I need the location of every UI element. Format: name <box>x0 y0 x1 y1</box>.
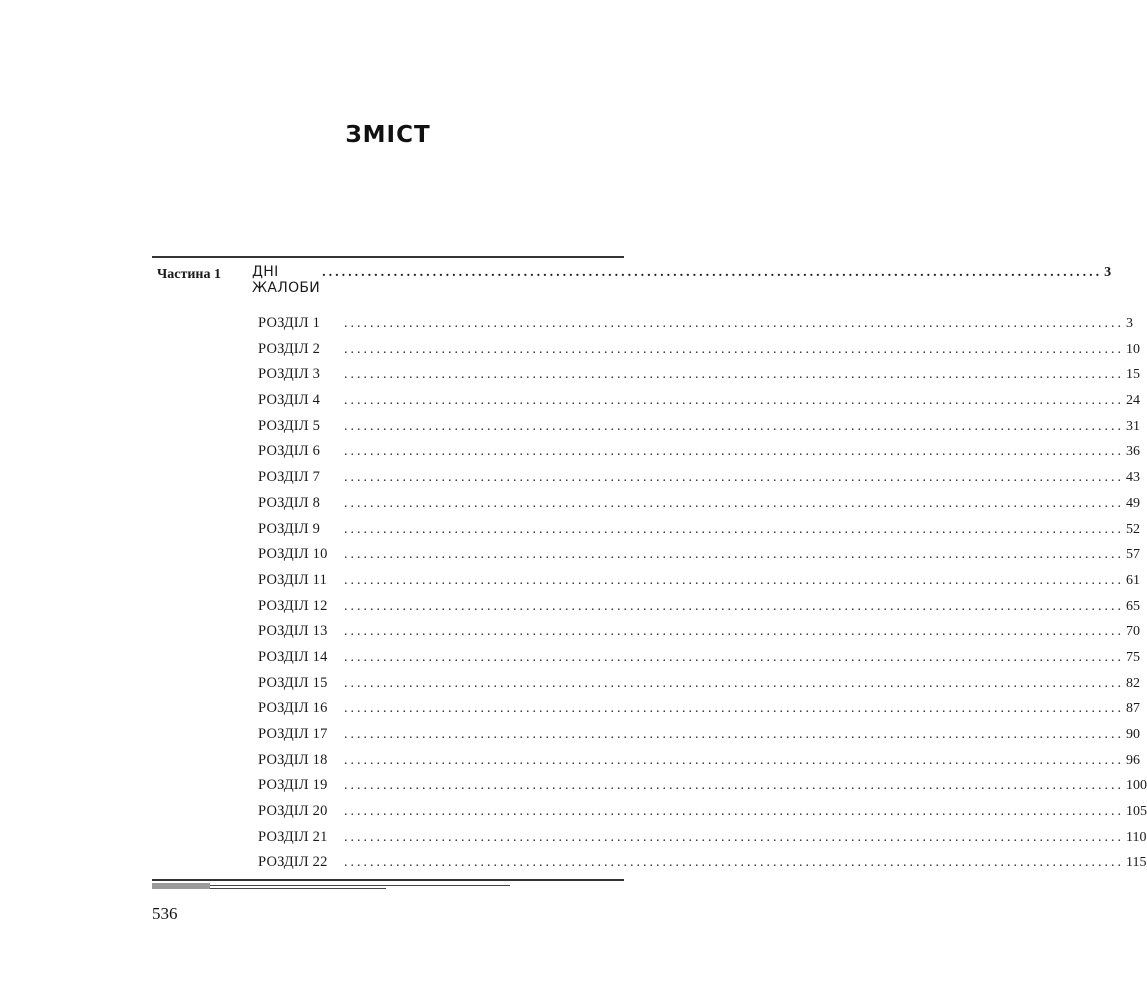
chapter-entry <box>258 571 1140 598</box>
dot-leader: ........................................................................................................................ <box>344 624 1124 640</box>
part-label: Частина 1 <box>157 267 221 282</box>
chapter-label: РОЗДІЛ 17 <box>258 726 328 742</box>
chapter-entry <box>258 469 1140 495</box>
dot-leader: ........................................................................................................................ <box>344 393 1124 409</box>
dot-leader: ........................................................................................................................ <box>344 444 1124 460</box>
chapter-entry <box>258 803 1147 829</box>
chapter-label: РОЗДІЛ 3 <box>258 366 321 383</box>
chapter-entry <box>258 751 1140 778</box>
dot-leader: ........................................................................................................................ <box>344 547 1124 563</box>
chapter-entry <box>258 648 1140 675</box>
page-number: 536 <box>152 904 178 923</box>
chapter-entry <box>258 417 1140 444</box>
footer-bar-long <box>210 885 510 886</box>
chapter-label: РОЗДІЛ 4 <box>258 392 321 409</box>
dot-leader: ........................................................................................................................ <box>344 675 1124 691</box>
dot-leader: ........................................................................................................................ <box>344 649 1124 665</box>
dot-leader: ........................................................................................................................ <box>344 418 1124 434</box>
chapter-page-number: 31 <box>1126 418 1140 434</box>
chapter-entry <box>258 443 1140 469</box>
chapter-label: РОЗДІЛ 7 <box>258 469 321 486</box>
chapter-label: РОЗДІЛ 9 <box>258 520 321 537</box>
footer-bar-short <box>210 888 386 889</box>
chapter-label: РОЗДІЛ 22 <box>258 854 328 871</box>
chapter-page-number: 65 <box>1126 598 1140 614</box>
chapter-entry <box>258 726 1140 752</box>
chapter-label: РОЗДІЛ 21 <box>258 828 328 845</box>
dot-leader: ........................................................................................................................ <box>344 341 1124 357</box>
chapter-label: РОЗДІЛ 18 <box>258 751 328 768</box>
chapter-page-number: 96 <box>1126 752 1140 768</box>
chapter-label: РОЗДІЛ 13 <box>258 623 328 640</box>
part-page-number: 3 <box>1104 265 1112 280</box>
part-line <box>252 264 1112 296</box>
chapter-page-number: 15 <box>1126 367 1140 383</box>
dot-leader: ........................................................................................................................ <box>344 572 1124 588</box>
dot-leader: ........................................................................................................................ <box>344 495 1124 511</box>
chapter-entry <box>258 854 1147 880</box>
chapter-page-number: 100 <box>1126 778 1147 794</box>
dot-leader: ........................................................................................................................ <box>344 855 1124 871</box>
chapter-label: РОЗДІЛ 20 <box>258 803 328 820</box>
chapter-entry <box>258 520 1140 547</box>
dot-leader: ........................................................................................................................ <box>344 316 1124 331</box>
chapter-page-number: 82 <box>1126 675 1140 691</box>
chapter-label: РОЗДІЛ 6 <box>258 443 321 460</box>
dot-leader: ........................................................................................................................ <box>344 804 1124 820</box>
chapter-page-number: 57 <box>1126 547 1140 563</box>
chapter-entry <box>258 597 1140 624</box>
chapter-label: РОЗДІЛ 11 <box>258 571 328 588</box>
chapter-entry <box>258 828 1147 855</box>
dot-leader: ........................................................................................................................ <box>344 727 1124 742</box>
chapter-page-number: 3 <box>1126 316 1133 331</box>
dot-leader: ........................................................................................................................ <box>322 265 1103 280</box>
chapter-label: РОЗДІЛ 19 <box>258 777 328 794</box>
chapter-entry <box>258 392 1140 418</box>
chapter-page-number: 43 <box>1126 470 1140 486</box>
footer-bar-gray <box>152 883 210 889</box>
dot-leader: ........................................................................................................................ <box>344 598 1124 614</box>
footer-rule <box>152 879 624 881</box>
chapter-label: РОЗДІЛ 2 <box>258 340 321 357</box>
chapter-entry <box>258 340 1140 367</box>
chapter-page-number: 36 <box>1126 444 1140 460</box>
chapter-page-number: 24 <box>1126 393 1140 409</box>
chapter-label: РОЗДІЛ 16 <box>258 700 328 717</box>
chapter-label: РОЗДІЛ 8 <box>258 494 321 511</box>
chapter-page-number: 70 <box>1126 624 1140 640</box>
dot-leader: ........................................................................................................................ <box>344 470 1124 486</box>
dot-leader: ........................................................................................................................ <box>344 829 1124 845</box>
dot-leader: ........................................................................................................................ <box>344 778 1124 794</box>
dot-leader: ........................................................................................................................ <box>344 521 1124 537</box>
chapter-entry <box>258 674 1140 701</box>
chapter-page-number: 61 <box>1126 572 1140 588</box>
chapter-page-number: 105 <box>1126 804 1147 820</box>
chapter-label: РОЗДІЛ 15 <box>258 674 328 691</box>
chapter-label: РОЗДІЛ 1 <box>258 315 321 331</box>
chapter-label: РОЗДІЛ 12 <box>258 597 328 614</box>
chapter-entry <box>258 315 1133 341</box>
chapter-page-number: 52 <box>1126 521 1140 537</box>
chapter-entry <box>258 700 1140 726</box>
dot-leader: ........................................................................................................................ <box>344 701 1124 717</box>
chapter-page-number: 115 <box>1126 855 1147 871</box>
chapter-entry <box>258 494 1140 521</box>
part-title: ДНІ ЖАЛОБИ <box>252 264 321 296</box>
chapter-entry <box>258 623 1140 649</box>
dot-leader: ........................................................................................................................ <box>344 367 1124 383</box>
page-title: ЗМІСТ <box>345 122 431 148</box>
chapter-label: РОЗДІЛ 5 <box>258 417 321 434</box>
part-entry <box>152 264 1112 296</box>
chapter-page-number: 90 <box>1126 727 1140 742</box>
header-rule <box>152 256 624 258</box>
chapter-page-number: 10 <box>1126 341 1140 357</box>
chapter-label: РОЗДІЛ 10 <box>258 546 328 563</box>
chapter-page-number: 49 <box>1126 495 1140 511</box>
chapter-page-number: 75 <box>1126 649 1140 665</box>
dot-leader: ........................................................................................................................ <box>344 752 1124 768</box>
chapter-entry <box>258 546 1140 572</box>
chapter-list <box>258 315 1147 880</box>
chapter-page-number: 87 <box>1126 701 1140 717</box>
chapter-page-number: 110 <box>1126 829 1147 845</box>
chapter-entry <box>258 366 1140 392</box>
chapter-label: РОЗДІЛ 14 <box>258 648 328 665</box>
chapter-entry <box>258 777 1147 803</box>
